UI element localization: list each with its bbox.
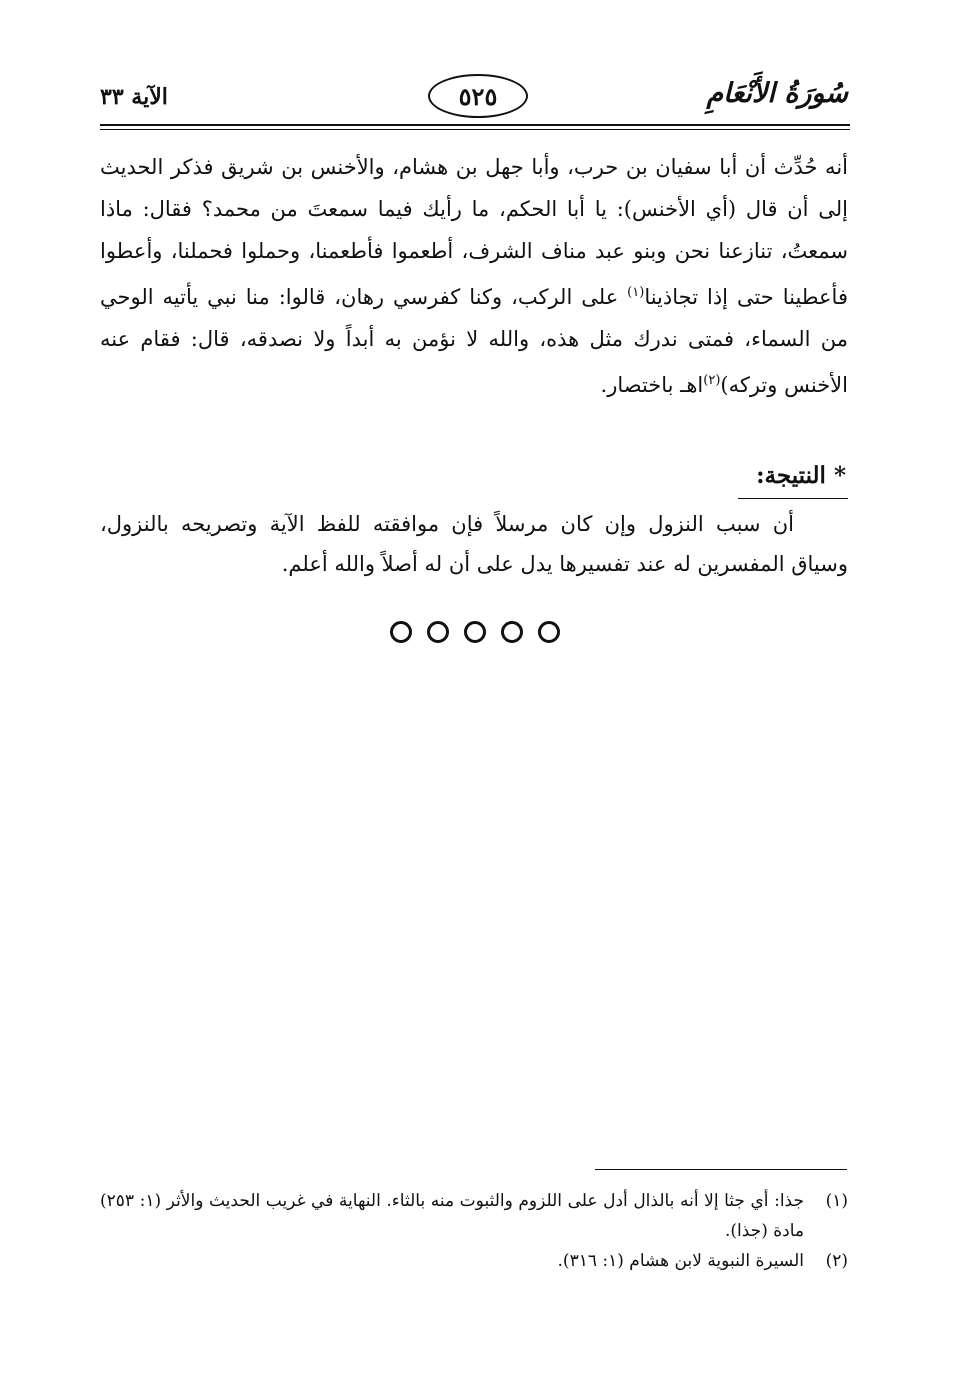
header-rule [100,124,850,126]
footnotes [100,1186,848,1276]
footnote-item [100,1186,848,1246]
footnote-number: (٢) [825,1251,848,1271]
section-heading: * النتيجة: [756,462,846,489]
body-paragraph [100,146,848,406]
section-divider [390,612,560,652]
page-number: ٥٢٥ [428,74,528,118]
footnote-marker-2[interactable]: (٢) [703,373,721,388]
footnote-text: جذا: أي جثا إلا أنه بالذال أدل على اللزوم والثبوت منه بالثاء. النهاية في غريب الحديث والأثر (١: ٢٥٣) مادة (جذا). [100,1191,804,1241]
footnote-item [100,1246,848,1276]
heading-underline [738,498,848,499]
divider-circle-icon [390,621,412,643]
divider-circle-icon [427,621,449,643]
result-section [100,456,848,584]
divider-circle-icon [464,621,486,643]
page-header [96,74,852,124]
footnote-number: (١) [825,1191,848,1211]
divider-circle-icon [501,621,523,643]
surah-title: سُورَةُ الأَنْعَامِ [706,78,848,109]
verse-reference: الآية ٣٣ [100,84,168,110]
result-paragraph: أن سبب النزول وإن كان مرسلاً فإن موافقته للفظ الآية وتصريحه بالنزول، وسياق المفسرين له عند تفسيرها يدل على أن له أصلاً والله أعلم. [100,512,848,576]
footnote-text: السيرة النبوية لابن هشام (١: ٣١٦). [557,1251,804,1271]
paragraph-part-3: اهـ باختصار. [600,373,704,397]
divider-circle-icon [538,621,560,643]
header-rule-thin [100,129,850,130]
footnote-marker-1[interactable]: (١) [627,285,645,300]
footnote-separator [595,1169,847,1170]
paragraph-part-1: أنه حُدِّث أن أبا سفيان بن حرب، وأبا جهل بن هشام، والأخنس بن شريق فذكر الحديث إلى أن قال (أي الأخنس): يا أبا الحكم، ما رأيك فيما سمعتَ من محمد؟ فقال: ماذا سمعتُ، تنازعنا نحن وبنو عبد مناف الشرف، أطعموا فأطعمنا، وحملوا فحملنا، وأعطوا فأعطينا حتى إذا تجاذينا [100,155,848,309]
main-text [100,146,848,406]
paragraph-part-2: على الركب، وكنا كفرسي رهان، قالوا: منا نبي يأتيه الوحي من السماء، فمتى ندرك مثل هذه، والله لا نؤمن به أبداً ولا نصدقه، قال: فقام عنه الأخنس وتركه) [100,285,848,397]
